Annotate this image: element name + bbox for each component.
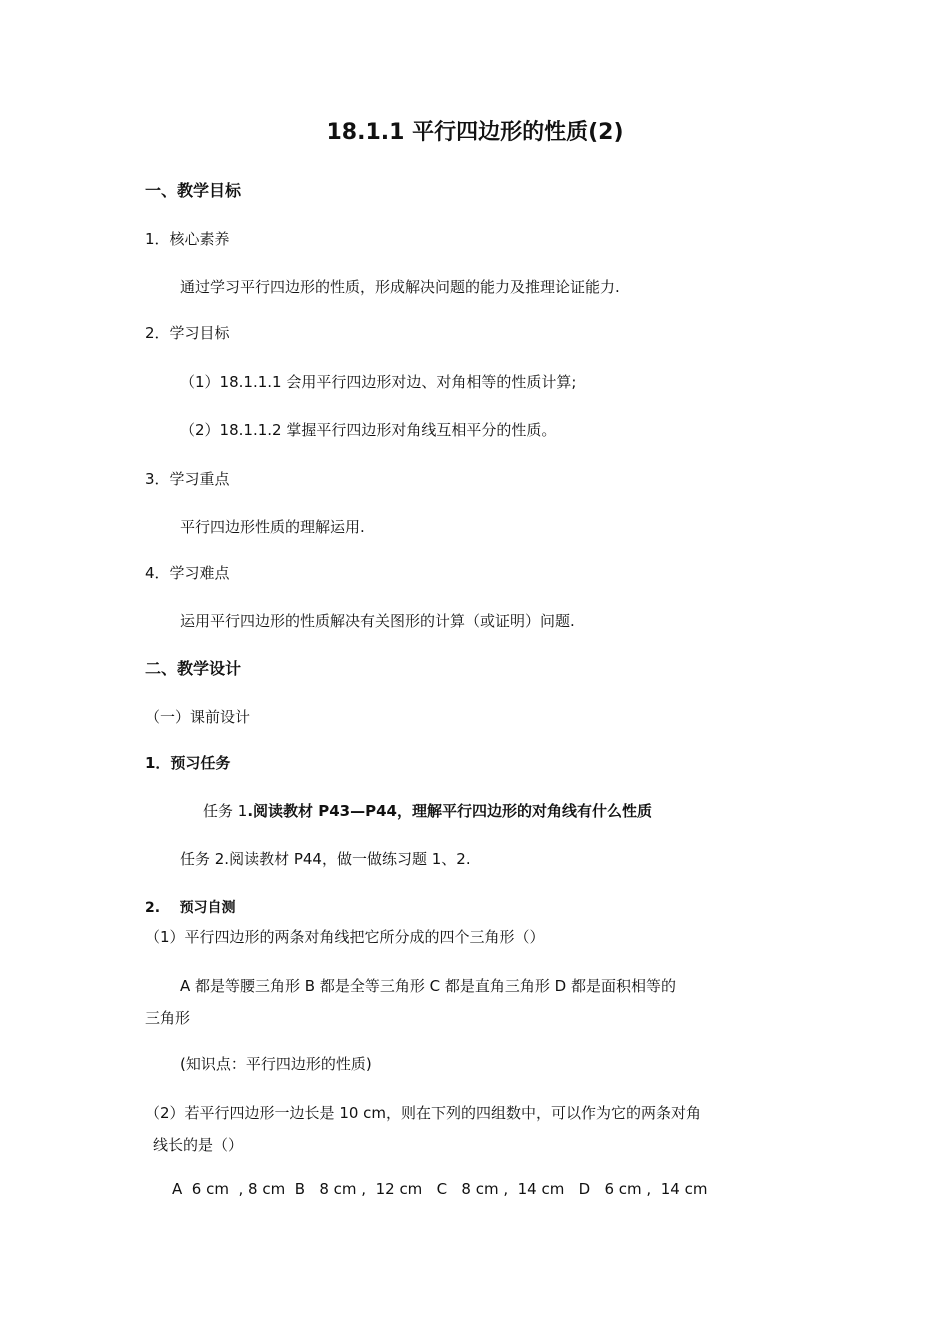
task-1 xyxy=(203,801,652,821)
question-2: （2）若平行四边形一边长是 10 cm，则在下列的四组数中，可以作为它的两条对角 xyxy=(145,1104,702,1122)
document-title: 18.1.1 平行四边形的性质(2) xyxy=(326,120,624,145)
difficulty-text: 运用平行四边形的性质解决有关图形的计算（或证明）问题. xyxy=(180,612,575,630)
learning-goal-item-2: （2）18.1.1.2 掌握平行四边形对角线互相平分的性质。 xyxy=(180,421,557,439)
task-2: 任务 2.阅读教材 P44，做一做练习题 1、2. xyxy=(180,850,471,868)
key-point-text: 平行四边形性质的理解运用. xyxy=(180,518,365,536)
question-2-cont: 线长的是（） xyxy=(153,1136,244,1154)
section-heading-teaching-goals: 一、教学目标 xyxy=(145,181,242,200)
question-2-options: A 6 cm , 8 cm B 8 cm , 12 cm C 8 cm , 14 cm D 6 cm , 14 cm xyxy=(172,1180,708,1198)
task-1-prefix: 任务 1 xyxy=(203,802,248,820)
difficulty-label: 4．学习难点 xyxy=(145,564,230,582)
preview-task-label: 1．预习任务 xyxy=(145,754,231,772)
question-1-options: A 都是等腰三角形 B 都是全等三角形 C 都是直角三角形 D 都是面积相等的 xyxy=(180,977,676,995)
self-test-heading xyxy=(145,898,236,918)
core-literacy-text: 通过学习平行四边形的性质，形成解决问题的能力及推理论证能力. xyxy=(180,278,620,296)
self-test-label: 预习自测 xyxy=(179,900,236,916)
question-1-options-cont: 三角形 xyxy=(145,1009,191,1027)
pre-class-design-subheading: （一）课前设计 xyxy=(145,708,251,726)
question-1: （1）平行四边形的两条对角线把它所分成的四个三角形（） xyxy=(145,928,545,946)
key-point-label: 3．学习重点 xyxy=(145,470,230,488)
task-1-text: .阅读教材 P43—P44，理解平行四边形的对角线有什么性质 xyxy=(247,802,652,820)
learning-goal-item-1: （1）18.1.1.1 会用平行四边形对边、对角相等的性质计算; xyxy=(180,373,577,391)
section-heading-teaching-design: 二、教学设计 xyxy=(145,659,242,678)
core-literacy-label: 1．核心素养 xyxy=(145,230,230,248)
question-1-knowledge-point: (知识点：平行四边形的性质) xyxy=(180,1055,372,1073)
self-test-number: 2. xyxy=(145,900,161,916)
learning-goals-label: 2．学习目标 xyxy=(145,324,230,342)
